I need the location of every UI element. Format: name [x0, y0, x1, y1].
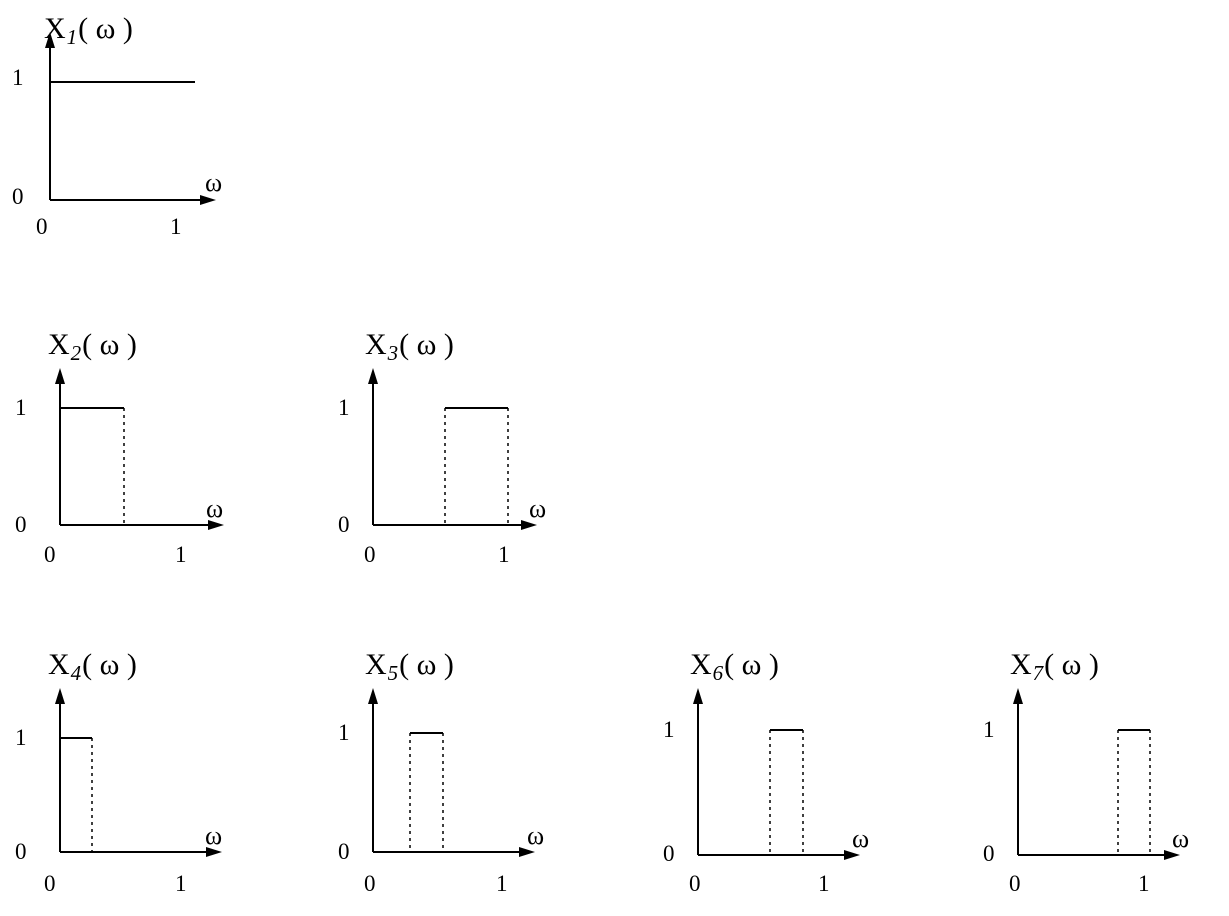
- y-axis-arrowhead: [368, 368, 378, 384]
- plot-x2: [20, 330, 260, 540]
- y-tick-zero-x7: 0: [983, 841, 995, 866]
- y-tick-one-x5: 1: [338, 720, 350, 745]
- x-tick-zero-x1: 0: [36, 214, 48, 239]
- y-tick-one-x3: 1: [338, 395, 350, 420]
- x-axis-label-x5: ω: [527, 821, 545, 850]
- y-tick-zero-x5: 0: [338, 839, 350, 864]
- x-axis-label-x3: ω: [529, 494, 547, 523]
- x-tick-zero-x7: 0: [1009, 871, 1021, 896]
- x-tick-one-x7: 1: [1138, 871, 1150, 896]
- y-tick-one-x6: 1: [663, 717, 675, 742]
- y-tick-zero-x1: 0: [12, 184, 24, 209]
- panel-title-x7: $X_7$( ω ): [1010, 648, 1099, 685]
- x-tick-one-x4: 1: [175, 871, 187, 896]
- y-tick-one-x1: 1: [12, 65, 24, 90]
- y-axis-arrowhead: [1013, 688, 1023, 704]
- panel-title-x4: $X_4$( ω ): [48, 648, 137, 685]
- x-axis-label-x4: ω: [205, 821, 223, 850]
- panel-title-x6: $X_6$( ω ): [690, 648, 779, 685]
- x-tick-one-x6: 1: [818, 871, 830, 896]
- y-tick-zero-x6: 0: [663, 841, 675, 866]
- panel-title-x3: $X_3$( ω ): [365, 328, 454, 365]
- plot-x1: [20, 10, 260, 210]
- y-axis-arrowhead: [55, 368, 65, 384]
- y-tick-zero-x4: 0: [15, 839, 27, 864]
- x-tick-zero-x3: 0: [364, 542, 376, 567]
- y-tick-one-x7: 1: [983, 717, 995, 742]
- y-axis-arrowhead: [693, 688, 703, 704]
- x-tick-zero-x6: 0: [689, 871, 701, 896]
- y-tick-zero-x2: 0: [15, 512, 27, 537]
- y-tick-zero-x3: 0: [338, 512, 350, 537]
- x-tick-zero-x4: 0: [44, 871, 56, 896]
- panel-title-x2: $X_2$( ω ): [48, 328, 137, 365]
- x-tick-one-x1: 1: [170, 214, 182, 239]
- x-axis-label-x1: ω: [205, 168, 223, 197]
- y-axis-arrowhead: [368, 688, 378, 704]
- x-axis-label-x2: ω: [206, 494, 224, 523]
- y-tick-one-x4: 1: [15, 725, 27, 750]
- x-tick-one-x3: 1: [498, 542, 510, 567]
- y-axis-arrowhead: [55, 688, 65, 704]
- plot-x7: [990, 650, 1229, 865]
- plot-x6: [670, 650, 910, 865]
- x-tick-zero-x5: 0: [364, 871, 376, 896]
- x-axis-label-x6: ω: [852, 824, 870, 853]
- x-tick-zero-x2: 0: [44, 542, 56, 567]
- plot-x4: [20, 650, 260, 865]
- x-tick-one-x2: 1: [175, 542, 187, 567]
- panel-title-x1: $X_1$( ω ): [44, 12, 133, 49]
- x-axis-label-x7: ω: [1172, 824, 1190, 853]
- y-tick-one-x2: 1: [15, 395, 27, 420]
- x-tick-one-x5: 1: [496, 871, 508, 896]
- panel-title-x5: $X_5$( ω ): [365, 648, 454, 685]
